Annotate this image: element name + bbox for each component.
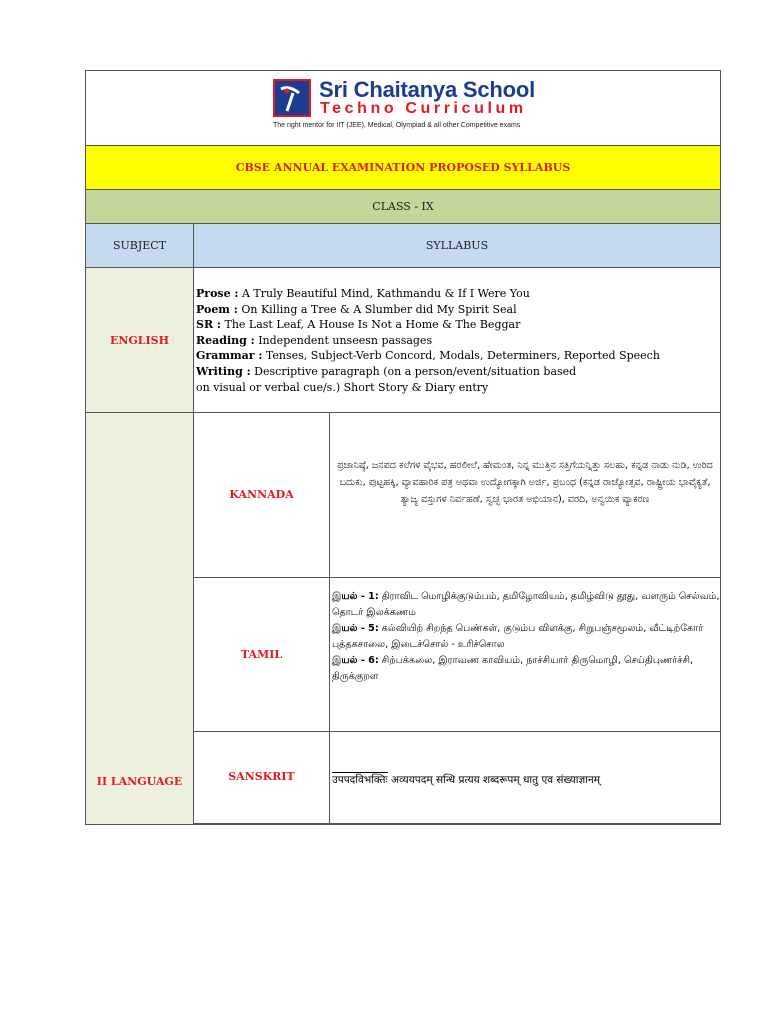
english-syllabus xyxy=(194,268,720,412)
school-tagline: The right mentor for IIT (JEE), Medical, Olympiad & all other Competitive exams xyxy=(273,122,521,129)
subject-english: ENGLISH xyxy=(86,268,194,412)
sanskrit-row xyxy=(194,732,720,824)
sanskrit-syllabus xyxy=(330,732,720,823)
table-header xyxy=(85,224,721,268)
tamil-line: இயல் - 6: சிற்பக்கலை, இராவண காவியம், நாச்சியார் திருமொழி, செய்திபுணர்ச்சி, திருக்குறள xyxy=(332,654,694,682)
tamil-row xyxy=(194,578,720,733)
subject-tamil: TAMIL xyxy=(194,578,330,732)
header-subject: SUBJECT xyxy=(86,224,194,267)
tamil-line: இயல் - 5: கல்வியிற் சிறந்த பெண்கள், குடும்ப விளக்கு, சிறுபஞ்சமூலம், வீட்டிற்கோர் புத்தகசாலை, இடைச்சொல் - உரிச்சொல xyxy=(332,622,704,650)
english-line: Grammar : Tenses, Subject-Verb Concord, Modals, Determiners, Reported Speech xyxy=(196,349,660,363)
sanskrit-highlight: उपपदविभक्तिः xyxy=(332,774,388,787)
subject-sanskrit: SANSKRIT xyxy=(194,732,330,823)
english-line: Prose : A Truly Beautiful Mind, Kathmandu & If I Were You xyxy=(196,287,530,300)
kannada-syllabus: ಪ್ರಜಾನಿಷ್ಠೆ, ಜನಪದ ಕಲೆಗಳ ವೈಭವ, ಹರಲೀಲೆ, ಹೇಮಂತ, ನಿನ್ನ ಮುತ್ತಿನ ಸತ್ತಿಗೆಯನ್ನಿತ್ತು ಸಲಹು, ಕನ್ನಡ ನಾಡು ನುಡಿ, ಉರಿದ ಬದುಕು, ಪುಟ್ಟಹಕ್ಕಿ, ವ್ಯಾವಹಾರಿಕ ಪತ್ರ ಅಥವಾ ಉದ್ಯೋಗಕ್ಕಾಗಿ ಅರ್ಜಿ, ಪ್ರಬಂಧ (ಕನ್ನಡ ರಾಜ್ಯೋತ್ಸವ, ರಾಷ್ಟ್ರೀಯ ಭಾವೈಕ್ಯತೆ, ತ್ಯಾಜ್ಯ ವಸ್ತುಗಳ ನಿರ್ವಹಣೆ, ಸ್ವಚ್ಛ ಭಾರತ ಅಭಿಯಾನ), ವರದಿ, ಅನ್ವಯಿಕ ವ್ಯಾಕರಣ xyxy=(337,460,713,505)
english-line: SR : The Last Leaf, A House Is Not a Home & The Beggar xyxy=(196,318,521,332)
syllabus-sheet xyxy=(85,70,721,825)
header-syllabus: SYLLABUS xyxy=(425,239,489,252)
tamil-syllabus xyxy=(330,578,720,732)
exam-title: CBSE ANNUAL EXAMINATION PROPOSED SYLLABUS xyxy=(85,146,721,190)
class-label: CLASS - IX xyxy=(85,190,721,224)
english-line: Writing : Descriptive paragraph (on a person/event/situation based xyxy=(196,364,577,378)
second-language-row xyxy=(85,413,721,825)
second-language-cell xyxy=(86,413,194,824)
english-line: Poem : On Killing a Tree & A Slumber did My Spirit Seal xyxy=(196,302,517,316)
logo-header xyxy=(85,70,721,146)
tamil-line: இயல் - 1: திராவிட மொழிக்குடும்பம், தமிழோவியம், தமிழ்விடு தூது, வளரும் செல்வம், தொடர் இலக்கணம xyxy=(332,590,720,618)
curriculum-name: Techno Curriculum xyxy=(320,100,527,117)
school-name: Sri Chaitanya School xyxy=(319,77,536,102)
school-logo-icon xyxy=(273,79,311,117)
english-line: on visual or verbal cue/s.) Short Story & Diary entry xyxy=(196,380,489,394)
subject-kannada: KANNADA xyxy=(194,413,330,577)
second-language-label: II LANGUAGE xyxy=(96,775,183,788)
language-list xyxy=(194,413,720,824)
english-row xyxy=(85,268,721,413)
sanskrit-topics: अव्ययपदम् सन्धि प्रत्यय शब्दरूपम् धातु एव संख्याज्ञानम् xyxy=(387,774,601,787)
kannada-row xyxy=(194,413,720,578)
english-line: Reading : Independent unseesn passages xyxy=(196,333,433,347)
